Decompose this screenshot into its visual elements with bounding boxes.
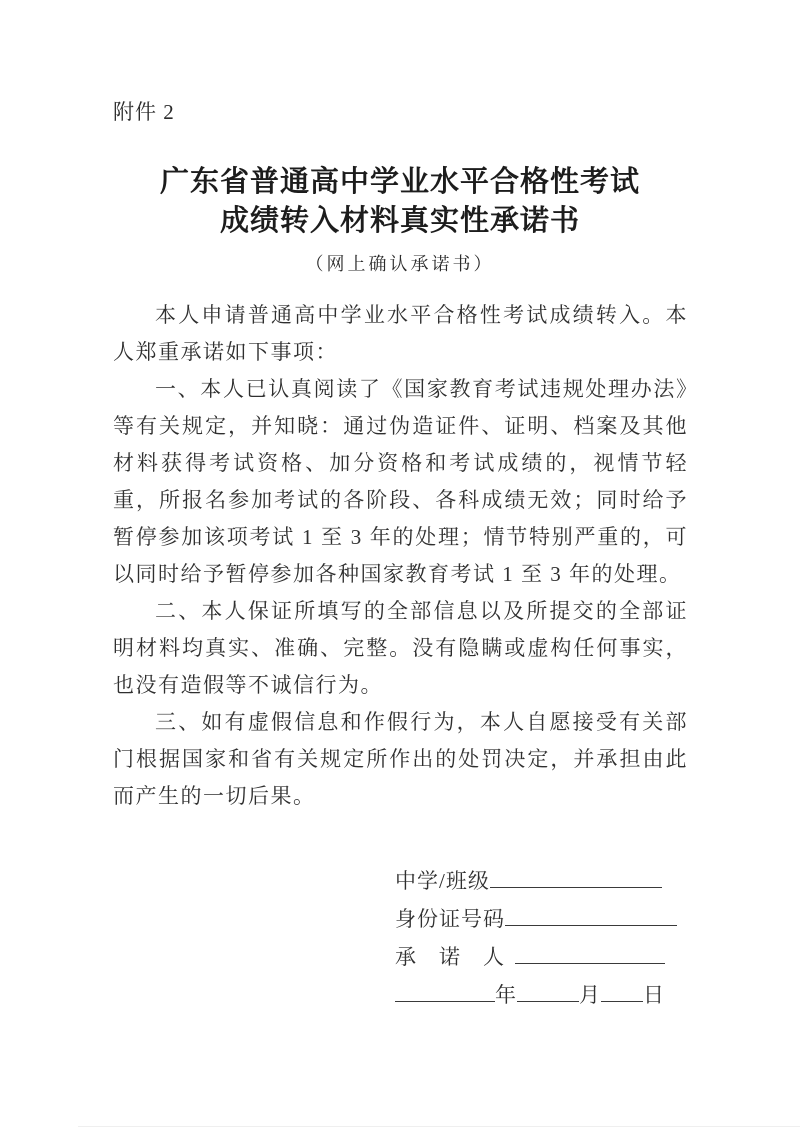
school-class-row bbox=[395, 862, 677, 900]
date-row bbox=[395, 976, 677, 1014]
document-title bbox=[0, 163, 800, 276]
signature-block bbox=[395, 862, 677, 1014]
day-label: 日 bbox=[643, 983, 665, 1007]
body-paragraph-item-3: 三、如有虚假信息和作假行为，本人自愿接受有关部门根据国家和省有关规定所作出的处罚决定，并承担由此而产生的一切后果。 bbox=[113, 710, 688, 808]
attachment-label: 附件 2 bbox=[113, 100, 175, 124]
body-paragraph-item-1: 一、本人已认真阅读了《国家教育考试违规处理办法》等有关规定，并知晓：通过伪造证件、证明、档案及其他材料获得考试资格、加分资格和考试成绩的，视情节轻重，所报名参加考试的各阶段、各科成绩无效；同时给予暂停参加该项考试 1 至 3 年的处理；情节特别严重的，可以同时给予暂停参加各种国家教育考试 1 至 3 年的处理。 bbox=[113, 377, 688, 586]
day-blank bbox=[601, 977, 643, 1002]
promiser-label: 承 诺 人 bbox=[395, 945, 505, 969]
id-number-blank bbox=[505, 901, 677, 926]
body-paragraph-intro: 本人申请普通高中学业水平合格性考试成绩转入。本人郑重承诺如下事项： bbox=[113, 303, 688, 364]
month-blank bbox=[517, 977, 579, 1002]
id-number-label: 身份证号码 bbox=[395, 907, 505, 931]
promiser-row bbox=[395, 938, 677, 976]
title-line-1: 广东省普通高中学业水平合格性考试 bbox=[159, 166, 640, 198]
id-number-row bbox=[395, 900, 677, 938]
year-blank bbox=[395, 977, 495, 1002]
school-class-label: 中学/班级 bbox=[395, 869, 490, 893]
document-subtitle: （网上确认承诺书） bbox=[305, 254, 495, 274]
body-paragraph-item-2: 二、本人保证所填写的全部信息以及所提交的全部证明材料均真实、准确、完整。没有隐瞒或虚构任何事实，也没有造假等不诚信行为。 bbox=[113, 599, 688, 697]
month-label: 月 bbox=[579, 983, 601, 1007]
page-bottom-edge bbox=[78, 1126, 800, 1127]
school-class-blank bbox=[490, 863, 662, 888]
year-label: 年 bbox=[495, 983, 517, 1007]
title-line-2: 成绩转入材料真实性承诺书 bbox=[219, 205, 580, 237]
promiser-blank bbox=[515, 939, 665, 964]
document-body bbox=[113, 297, 688, 815]
